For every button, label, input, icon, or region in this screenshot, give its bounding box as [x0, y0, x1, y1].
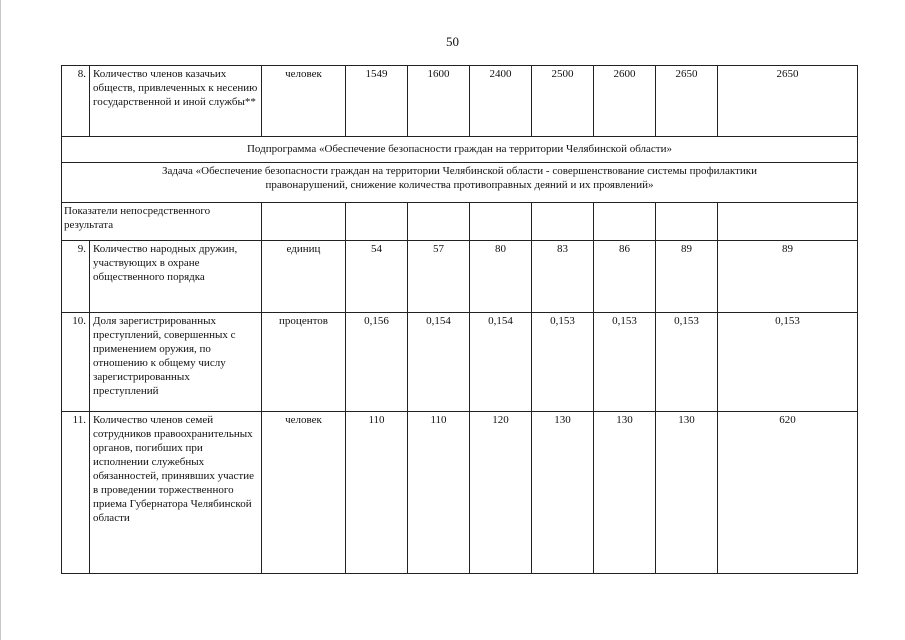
unit-cell: человек [262, 412, 346, 574]
value-cell: 110 [346, 412, 408, 574]
empty-cell [346, 203, 408, 241]
empty-cell [408, 203, 470, 241]
value-cell: 0,153 [656, 313, 718, 412]
task-title [62, 163, 858, 203]
empty-cell [718, 203, 858, 241]
table-row [62, 313, 858, 412]
indicator-name: Количество народных дружин, участвующих в охране общественного порядка [90, 241, 262, 313]
unit-cell: процентов [262, 313, 346, 412]
value-cell: 89 [656, 241, 718, 313]
indicators-header-row [62, 203, 858, 241]
row-number: 8. [62, 66, 90, 137]
value-cell: 2500 [532, 66, 594, 137]
value-cell: 0,154 [470, 313, 532, 412]
row-number: 9. [62, 241, 90, 313]
value-cell: 2650 [656, 66, 718, 137]
value-cell: 0,153 [532, 313, 594, 412]
table-row [62, 412, 858, 574]
value-cell: 110 [408, 412, 470, 574]
value-cell: 120 [470, 412, 532, 574]
indicator-name: Количество членов семей сотрудников правоохранительных органов, погибших при исполнении служебных обязанностей, принявших участие в проведении торжественного приема Губернатора Челябинской области [90, 412, 262, 574]
value-cell: 54 [346, 241, 408, 313]
task-line-1: Задача «Обеспечение безопасности граждан на территории Челябинской области - совершенствование системы профилактики [162, 165, 757, 177]
unit-cell: единиц [262, 241, 346, 313]
task-line-2: правонарушений, снижение количества противоправных деяний и их проявлений» [265, 179, 654, 191]
value-cell: 0,154 [408, 313, 470, 412]
table-row [62, 241, 858, 313]
empty-cell [656, 203, 718, 241]
value-cell: 57 [408, 241, 470, 313]
value-cell: 2600 [594, 66, 656, 137]
table-row [62, 66, 858, 137]
row-number: 10. [62, 313, 90, 412]
value-cell: 130 [532, 412, 594, 574]
value-cell: 2650 [718, 66, 858, 137]
empty-cell [470, 203, 532, 241]
subprogram-row [62, 137, 858, 163]
task-row [62, 163, 858, 203]
value-cell: 1600 [408, 66, 470, 137]
indicators-table [61, 65, 858, 574]
indicator-name: Количество членов казачьих обществ, привлеченных к несению государственной и иной службы** [90, 66, 262, 137]
subprogram-title: Подпрограмма «Обеспечение безопасности граждан на территории Челябинской области» [62, 137, 858, 163]
row-number: 11. [62, 412, 90, 574]
unit-cell: человек [262, 66, 346, 137]
page-edge-line [0, 0, 1, 640]
empty-cell [262, 203, 346, 241]
indicator-name: Доля зарегистрированных преступлений, совершенных с применением оружия, по отношению к общему числу зарегистрированных преступлений [90, 313, 262, 412]
value-cell: 80 [470, 241, 532, 313]
page-number: 50 [446, 34, 459, 49]
value-cell: 2400 [470, 66, 532, 137]
value-cell: 0,156 [346, 313, 408, 412]
value-cell: 89 [718, 241, 858, 313]
value-cell: 86 [594, 241, 656, 313]
value-cell: 0,153 [594, 313, 656, 412]
value-cell: 1549 [346, 66, 408, 137]
indicators-header: Показатели непосредственного результата [62, 203, 262, 241]
value-cell: 620 [718, 412, 858, 574]
value-cell: 130 [656, 412, 718, 574]
value-cell: 83 [532, 241, 594, 313]
value-cell: 130 [594, 412, 656, 574]
empty-cell [594, 203, 656, 241]
empty-cell [532, 203, 594, 241]
value-cell: 0,153 [718, 313, 858, 412]
